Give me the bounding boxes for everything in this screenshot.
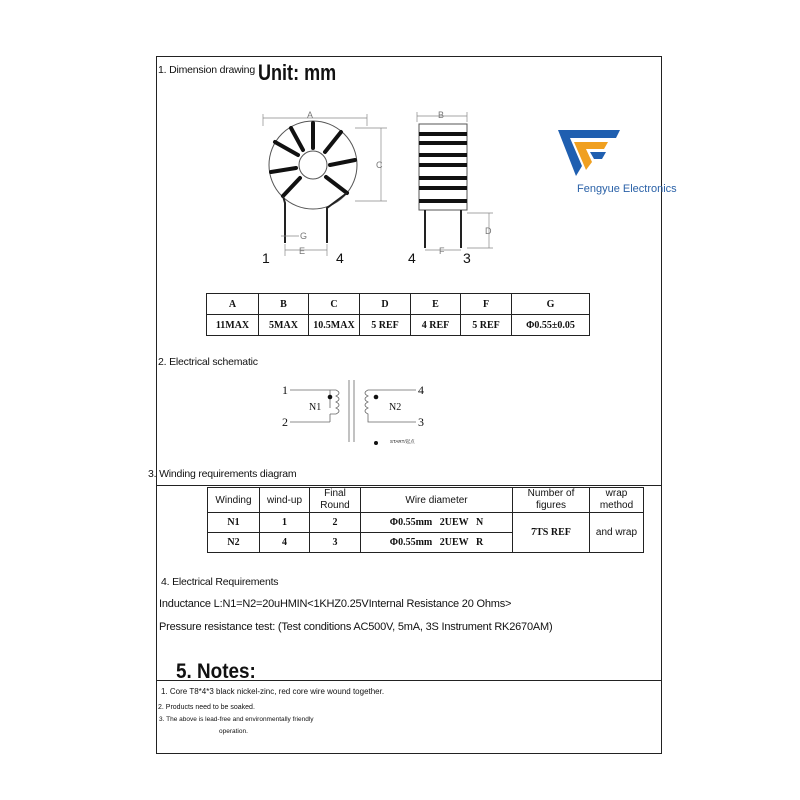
dim-header-c: C xyxy=(309,294,360,315)
dim-label-g: G xyxy=(300,231,308,241)
dimension-table-header-row xyxy=(207,294,590,315)
dim-label-d: D xyxy=(485,226,492,236)
dim-header-g: G xyxy=(512,294,590,315)
schematic-start-note: START/起点 xyxy=(390,439,415,444)
winding-row-n2-wire: Φ0.55mm 2UEW R xyxy=(361,533,513,553)
toroid-front-view xyxy=(255,108,395,268)
frame-bottom-line xyxy=(156,753,662,754)
frame-right-line xyxy=(661,56,662,754)
note-3-continued: operation. xyxy=(219,728,248,735)
dim-header-f: F xyxy=(461,294,512,315)
dim-value-c: 10.5MAX xyxy=(309,315,360,336)
front-pin-1-label: 1 xyxy=(262,250,270,266)
pressure-resistance-requirement: Pressure resistance test: (Test conditions AC500V, 5mA, 3S Instrument RK2670AM) xyxy=(159,621,553,633)
winding-divider-line xyxy=(156,485,662,486)
winding-header-final-round: Final Round xyxy=(310,488,361,513)
schematic-pin-3-label: 3 xyxy=(418,415,424,429)
dimension-table xyxy=(206,293,590,336)
note-2: 2. Products need to be soaked. xyxy=(158,704,255,711)
frame-left-line xyxy=(156,56,157,754)
winding-wrap-value: and wrap xyxy=(590,513,644,553)
winding-header-winding: Winding xyxy=(208,488,260,513)
dim-value-f: 5 REF xyxy=(461,315,512,336)
dim-value-g: Φ0.55±0.05 xyxy=(512,315,590,336)
notes-title: 5. Notes: xyxy=(176,660,256,683)
dim-header-e: E xyxy=(411,294,461,315)
dim-value-b: 5MAX xyxy=(259,315,309,336)
dim-label-c: C xyxy=(376,160,383,170)
schematic-pin-4-label: 4 xyxy=(418,383,424,397)
winding-row-n1-final: 2 xyxy=(310,513,361,533)
winding-row-n2-winding: N2 xyxy=(208,533,260,553)
winding-row-n2-final: 3 xyxy=(310,533,361,553)
winding-row-n1-winding: N1 xyxy=(208,513,260,533)
section-electrical-requirements-title: 4. Electrical Requirements xyxy=(161,576,279,588)
fengyue-logo-icon xyxy=(556,128,622,178)
winding-row-n1-wind-up: 1 xyxy=(260,513,310,533)
front-pin-4-label: 4 xyxy=(336,250,344,266)
schematic-pin-2-label: 2 xyxy=(282,415,288,429)
note-3: 3. The above is lead-free and environmentally friendly xyxy=(159,716,314,723)
schematic-n2-label: N2 xyxy=(389,402,402,413)
winding-table-header-row xyxy=(208,488,644,513)
winding-header-wrap-method: wrap method xyxy=(590,488,644,513)
inductance-requirement: Inductance L:N1=N2=20uHMIN<1KHZ0.25VInternal Resistance 20 Ohms> xyxy=(159,598,512,610)
schematic-n1-label: N1 xyxy=(309,402,322,413)
section-electrical-schematic-title: 2. Electrical schematic xyxy=(158,356,258,368)
dim-value-d: 5 REF xyxy=(360,315,411,336)
toroid-side-view xyxy=(405,108,505,268)
dim-label-e: E xyxy=(299,246,306,256)
logo-text: Fengyue Electronics xyxy=(577,183,677,195)
dim-label-b: B xyxy=(438,110,445,120)
dim-header-b: B xyxy=(259,294,309,315)
frame-top-line xyxy=(156,56,662,57)
dim-value-e: 4 REF xyxy=(411,315,461,336)
section-winding-requirements-title: 3. Winding requirements diagram xyxy=(148,468,297,480)
side-pin-4-label: 4 xyxy=(408,250,416,266)
winding-header-wire-diameter: Wire diameter xyxy=(361,488,513,513)
electrical-schematic xyxy=(280,378,440,450)
winding-row-n1-wire: Φ0.55mm 2UEW N xyxy=(361,513,513,533)
winding-header-wind-up: wind-up xyxy=(260,488,310,513)
dim-header-d: D xyxy=(360,294,411,315)
side-pin-3-label: 3 xyxy=(463,250,471,266)
winding-figures-value: 7TS REF xyxy=(513,513,590,553)
dim-label-f: F xyxy=(439,246,445,256)
winding-table xyxy=(207,487,644,553)
dimension-table-value-row xyxy=(207,315,590,336)
dim-header-a: A xyxy=(207,294,259,315)
winding-header-number-of-figures: Number of figures xyxy=(513,488,590,513)
unit-label: Unit: mm xyxy=(258,60,337,85)
note-1: 1. Core T8*4*3 black nickel-zinc, red core wire wound together. xyxy=(161,687,385,696)
dim-value-a: 11MAX xyxy=(207,315,259,336)
section-dimension-drawing-title: 1. Dimension drawing xyxy=(158,64,255,76)
schematic-pin-1-label: 1 xyxy=(282,383,288,397)
winding-row-n2-wind-up: 4 xyxy=(260,533,310,553)
dim-label-a: A xyxy=(307,110,314,120)
winding-table-row-n1 xyxy=(208,513,644,533)
